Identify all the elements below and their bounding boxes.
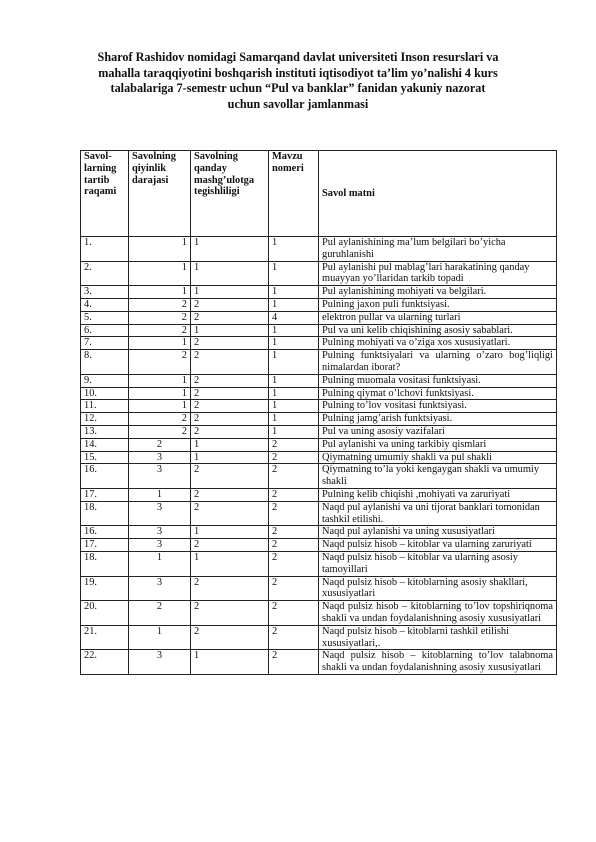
topic-number: 2 (269, 576, 319, 601)
lesson-type: 2 (191, 413, 269, 426)
lesson-type: 2 (191, 350, 269, 375)
question-text: Pul aylanishi va uning tarkibiy qismlari (319, 438, 557, 451)
question-text: Naqd pulsiz hisob – kitoblar va ularning asosiy tamoyillari (319, 551, 557, 576)
table-row (81, 451, 557, 464)
difficulty: 2 (129, 350, 191, 375)
table-row (81, 324, 557, 337)
lesson-type: 2 (191, 400, 269, 413)
question-number: 9. (81, 374, 129, 387)
lesson-type: 1 (191, 526, 269, 539)
header-question-text: Savol matni (319, 151, 557, 237)
question-number: 16. (81, 526, 129, 539)
question-number: 6. (81, 324, 129, 337)
header-difficulty: Savolning qiyinlik darajasi (129, 151, 191, 237)
topic-number: 4 (269, 311, 319, 324)
question-text: Pul va uning asosiy vazifalari (319, 425, 557, 438)
question-number: 14. (81, 438, 129, 451)
lesson-type: 2 (191, 488, 269, 501)
question-number: 11. (81, 400, 129, 413)
question-text: Naqd pulsiz hisob – kitoblarni tashkil etilishi xususiyatlari,. (319, 625, 557, 650)
difficulty: 3 (129, 464, 191, 489)
lesson-type: 1 (191, 438, 269, 451)
question-number: 15. (81, 451, 129, 464)
table-row (81, 438, 557, 451)
table-row (81, 539, 557, 552)
table-row (81, 576, 557, 601)
question-number: 5. (81, 311, 129, 324)
topic-number: 2 (269, 526, 319, 539)
header-question-number: Savol-larning tartib raqami (81, 151, 129, 237)
topic-number: 2 (269, 501, 319, 526)
lesson-type: 2 (191, 298, 269, 311)
document-title (70, 50, 526, 112)
questions-table (80, 150, 557, 675)
lesson-type: 1 (191, 286, 269, 299)
header-lesson-type: Savolning qanday mashg’ulotga tegishliligi (191, 151, 269, 237)
topic-number: 1 (269, 286, 319, 299)
question-number: 17. (81, 488, 129, 501)
question-number: 2. (81, 261, 129, 286)
question-text: Pulning kelib chiqishi ,mohiyati va zaruriyati (319, 488, 557, 501)
lesson-type: 2 (191, 425, 269, 438)
lesson-type: 2 (191, 311, 269, 324)
title-line: mahalla taraqqiyotini boshqarish instituti iqtisodiyot ta’lim yo’nalishi 4 kurs (98, 65, 498, 80)
topic-number: 2 (269, 451, 319, 464)
table-row (81, 286, 557, 299)
question-text: Naqd pulsiz hisob – kitoblar va ularning zaruriyati (319, 539, 557, 552)
question-number: 19. (81, 576, 129, 601)
question-text: Pul aylanishining mohiyati va belgilari. (319, 286, 557, 299)
difficulty: 1 (129, 286, 191, 299)
question-number: 21. (81, 625, 129, 650)
table-header-row (81, 151, 557, 237)
difficulty: 1 (129, 551, 191, 576)
difficulty: 2 (129, 298, 191, 311)
topic-number: 2 (269, 625, 319, 650)
topic-number: 1 (269, 298, 319, 311)
table-row (81, 625, 557, 650)
topic-number: 1 (269, 237, 319, 262)
difficulty: 3 (129, 526, 191, 539)
difficulty: 1 (129, 374, 191, 387)
question-text: Pulning jamg’arish funktsiyasi. (319, 413, 557, 426)
difficulty: 2 (129, 438, 191, 451)
question-text: Naqd pul aylanishi va uning xususiyatlari (319, 526, 557, 539)
topic-number: 1 (269, 425, 319, 438)
table-row (81, 400, 557, 413)
topic-number: 2 (269, 488, 319, 501)
question-text: Qiymatning umumiy shakli va pul shakli (319, 451, 557, 464)
lesson-type: 2 (191, 464, 269, 489)
question-number: 7. (81, 337, 129, 350)
difficulty: 3 (129, 501, 191, 526)
question-number: 4. (81, 298, 129, 311)
question-number: 1. (81, 237, 129, 262)
difficulty: 2 (129, 311, 191, 324)
table-body (81, 237, 557, 675)
title-line: Sharof Rashidov nomidagi Samarqand davlat universiteti Inson resurslari va (97, 50, 499, 64)
lesson-type: 2 (191, 374, 269, 387)
lesson-type: 1 (191, 551, 269, 576)
table-row (81, 337, 557, 350)
table-row (81, 650, 557, 675)
lesson-type: 2 (191, 501, 269, 526)
question-text: Naqd pulsiz hisob – kitoblarning to’lov talabnoma shakli va undan foydalanishning asosiy xususiyatlari (319, 650, 557, 675)
question-number: 18. (81, 551, 129, 576)
question-text: Pulning funktsiyalari va ularning o’zaro bog’liqligi nimalardan iborat? (319, 350, 557, 375)
table-row (81, 526, 557, 539)
lesson-type: 2 (191, 625, 269, 650)
topic-number: 1 (269, 413, 319, 426)
question-text: Pul aylanishi pul mablag’lari harakatining qanday muayyan yo’llaridan tarkib topadi (319, 261, 557, 286)
difficulty: 1 (129, 337, 191, 350)
table-row (81, 298, 557, 311)
question-number: 13. (81, 425, 129, 438)
lesson-type: 1 (191, 650, 269, 675)
topic-number: 1 (269, 261, 319, 286)
question-text: Pulning mohiyati va o’ziga xos xususiyatlari. (319, 337, 557, 350)
table-row (81, 601, 557, 626)
question-text: Pul aylanishining ma’lum belgilari bo’yicha guruhlanishi (319, 237, 557, 262)
question-text: Qiymatning to’la yoki kengaygan shakli va umumiy shakli (319, 464, 557, 489)
lesson-type: 2 (191, 539, 269, 552)
lesson-type: 2 (191, 337, 269, 350)
difficulty: 2 (129, 425, 191, 438)
question-number: 8. (81, 350, 129, 375)
question-text: Pulning qiymat o’lchovi funktsiyasi. (319, 387, 557, 400)
table-row (81, 374, 557, 387)
lesson-type: 2 (191, 387, 269, 400)
topic-number: 2 (269, 551, 319, 576)
table-row (81, 387, 557, 400)
difficulty: 1 (129, 387, 191, 400)
header-topic-number: Mavzu nomeri (269, 151, 319, 237)
difficulty: 3 (129, 451, 191, 464)
topic-number: 1 (269, 337, 319, 350)
lesson-type: 1 (191, 324, 269, 337)
topic-number: 2 (269, 650, 319, 675)
question-text: Pulning to’lov vositasi funktsiyasi. (319, 400, 557, 413)
topic-number: 1 (269, 374, 319, 387)
question-number: 20. (81, 601, 129, 626)
difficulty: 3 (129, 650, 191, 675)
table-row (81, 551, 557, 576)
lesson-type: 1 (191, 237, 269, 262)
topic-number: 1 (269, 400, 319, 413)
difficulty: 1 (129, 237, 191, 262)
topic-number: 1 (269, 350, 319, 375)
topic-number: 1 (269, 324, 319, 337)
lesson-type: 1 (191, 451, 269, 464)
question-number: 10. (81, 387, 129, 400)
table-row (81, 237, 557, 262)
question-text: Pulning muomala vositasi funktsiyasi. (319, 374, 557, 387)
question-text: Pul va uni kelib chiqishining asosiy sabablari. (319, 324, 557, 337)
question-text: Naqd pulsiz hisob – kitoblarning to’lov topshiriqnoma shakli va undan foydalanishning asosiy xususiyatlari (319, 601, 557, 626)
difficulty: 1 (129, 488, 191, 501)
question-text: Naqd pul aylanishi va uni tijorat banklari tomonidan tashkil etilishi. (319, 501, 557, 526)
table-row (81, 501, 557, 526)
table-row (81, 425, 557, 438)
question-text: elektron pullar va ularning turlari (319, 311, 557, 324)
difficulty: 1 (129, 625, 191, 650)
lesson-type: 1 (191, 261, 269, 286)
table-row (81, 261, 557, 286)
table-row (81, 350, 557, 375)
table-row (81, 413, 557, 426)
table-row (81, 488, 557, 501)
topic-number: 2 (269, 438, 319, 451)
difficulty: 1 (129, 400, 191, 413)
difficulty: 2 (129, 324, 191, 337)
title-line: uchun savollar jamlanmasi (227, 96, 369, 111)
question-number: 18. (81, 501, 129, 526)
question-number: 3. (81, 286, 129, 299)
topic-number: 2 (269, 464, 319, 489)
lesson-type: 2 (191, 601, 269, 626)
title-line: talabalariga 7-semestr uchun “Pul va banklar” fanidan yakuniy nazorat (110, 81, 486, 96)
difficulty: 1 (129, 261, 191, 286)
table-row (81, 464, 557, 489)
topic-number: 2 (269, 601, 319, 626)
difficulty: 3 (129, 576, 191, 601)
question-text: Pulning jaxon puli funktsiyasi. (319, 298, 557, 311)
question-number: 22. (81, 650, 129, 675)
difficulty: 2 (129, 413, 191, 426)
topic-number: 2 (269, 539, 319, 552)
table-row (81, 311, 557, 324)
lesson-type: 2 (191, 576, 269, 601)
difficulty: 2 (129, 601, 191, 626)
question-text: Naqd pulsiz hisob – kitoblarning asosiy shakllari, xususiyatlari (319, 576, 557, 601)
question-number: 17. (81, 539, 129, 552)
difficulty: 3 (129, 539, 191, 552)
question-number: 12. (81, 413, 129, 426)
question-number: 16. (81, 464, 129, 489)
topic-number: 1 (269, 387, 319, 400)
